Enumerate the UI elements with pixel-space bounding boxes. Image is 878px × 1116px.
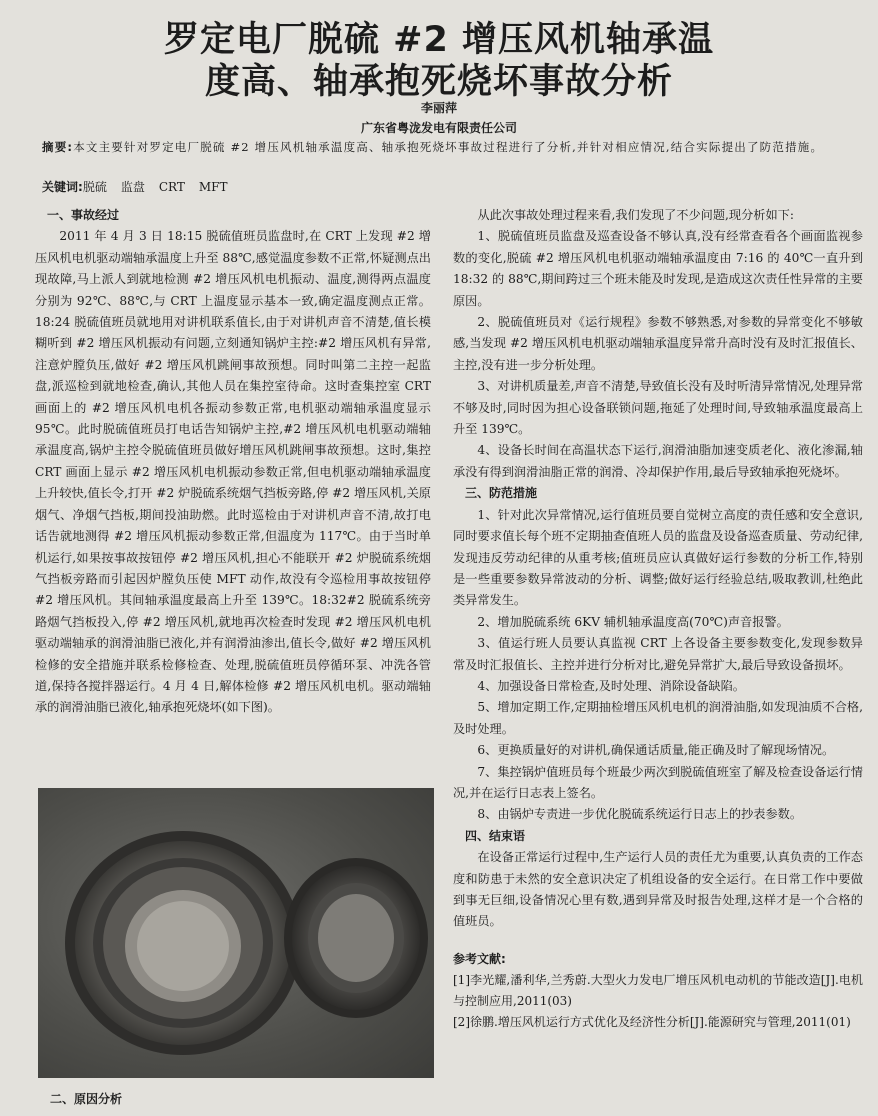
measure-item: 2、增加脱硫系统 6KV 辅机轴承温度高(70℃)声音报警。	[477, 614, 789, 629]
measure-item: 7、集控锅炉值班员每个班最少两次到脱硫值班室了解及检查设备运行情况,并在运行日志表上签名。	[453, 764, 863, 800]
right-column	[453, 205, 863, 1033]
burned-bearing-photo-icon	[38, 788, 434, 1078]
abstract	[42, 139, 842, 156]
paragraph: 2011 年 4 月 3 日 18:15 脱硫值班员监盘时,在 CRT 上发现 #2 增压风机电机驱动端轴承温度上升至 88℃,感觉温度参数不正常,怀疑测点出现故障,马上派人到就地检测 #2 增压风机电机振动、温度,测得两点温度分别为 92℃、88℃,与 CRT 上温度显示基本一致,确定温度测点正常。18:24 脱硫值班员就地用对讲机联系值长,由于对讲机声音不清楚,值长模糊听到 #2 增压风机振动有问题,立刻通知锅炉主控:#2 增压风机有异常,注意炉膛负压,做好 #2 增压风机跳闸事故预想。同时叫第二主控一起监盘,派巡检到就地检查,确认,其他人员在集控室待命。这时查集控室 CRT 画面上的 #2 增压风机电机各振动参数正常,电机驱动端轴承温度显示 95℃。此时脱硫值班员打电话告知锅炉主控,#2 增压风机电机驱动端轴承温度高,锅炉主控令脱硫值班员做好增压风机跳闸事故预想。这时,集控 CRT 画面上显示 #2 增压风机电机振动参数正常,但电机驱动端轴承温度上升较快,值长令,打开 #2 炉脱硫系统烟气挡板旁路,停 #2 增压风机,关原烟气、净烟气挡板,期间投油助燃。此时巡检由于对讲机声音不清,故打电话告就地测得 #2 增压风机振动参数正常,但温度为 117℃。由于当时单机运行,如果按事故按钮停 #2 增压风机,担心不能联开 #2 炉脱硫系统烟气挡板旁路而引起因炉膛负压使 MFT 动作,故没有令巡检用事故按钮停 #2 增压风机。其间轴承温度最高上升至 139℃。18:32#2 脱硫系统旁路烟气挡板投入,停 #2 增压风机,就地再次检查时发现 #2 增压风机电机驱动端轴承的润滑油脂已液化,并有润滑油渗出,值长令,做好 #2 增压风机检修的安全措施并联系检修检查、处理,脱硫值班员停循环泵、冲洗各管道,保持各搅拌器运行。4 月 4 日,解体检修 #2 增压风机电机。驱动端轴承的润滑油脂已液化,轴承抱死烧坏(如下图)。	[35, 229, 431, 715]
cause-item: 2、脱硫值班员对《运行规程》参数不够熟悉,对参数的异常变化不够敏感,当发现 #2 增压风机电机驱动端轴承温度异常升高时没有及时汇报值长、主控,没有进一步分析处理。	[453, 315, 863, 372]
keyword: 脱硫	[82, 180, 107, 194]
measure-item: 1、针对此次异常情况,运行值班员要自觉树立高度的责任感和安全意识,同时要求值长每个班不定期抽查值班人员的监盘及设备巡查质量、劳动纪律,发现违反劳动纪律的从重考核;值班员应认真做好运行参数的分析工作,特别是一些重要参数异常波动的分析、调整;做好运行经验总结,吸取教训,杜绝此类异常发生。	[453, 507, 863, 608]
cause-item: 4、设备长时间在高温状态下运行,润滑油脂加速变质老化、液化渗漏,轴承没有得到润滑油脂正常的润滑、冷却保护作用,最后导致轴承抱死烧坏。	[453, 443, 863, 479]
measure-item: 3、值运行班人员要认真监视 CRT 上各设备主要参数变化,发现参数异常及时汇报值长、主控并进行分析对比,避免异常扩大,最后导致设备损坏。	[453, 636, 863, 672]
section-heading: 二、原因分析	[50, 1092, 123, 1106]
title-line-2: 度高、轴承抱死烧坏事故分析	[204, 62, 673, 102]
cause-item: 3、对讲机质量差,声音不清楚,导致值长没有及时听清异常情况,处理异常不够及时,同时因为担心设备联锁问题,拖延了处理时间,导致轴承温度最高上升至 139℃。	[453, 379, 863, 437]
keyword: 监盘	[120, 180, 145, 194]
measure-item: 8、由锅炉专责进一步优化脱硫系统运行日志上的抄表参数。	[477, 807, 803, 822]
reference-item: [1]李光耀,潘利华,兰秀蔚.大型火力发电厂增压风机电动机的节能改造[J].电机与控制应用,2011(03)	[453, 972, 863, 1008]
title-line-1: 罗定电厂脱硫 #2 增压风机轴承温	[163, 20, 715, 60]
keyword: CRT	[158, 180, 185, 194]
paragraph: 在设备正常运行过程中,生产运行人员的责任尤为重要,认真负责的工作态度和防患于未然的安全意识决定了机组设备的安全运行。在日常工作中要做到事无巨细,设备情况心里有数,遇到异常及时报告处理,这样才是一个合格的值班员。	[453, 850, 863, 929]
cause-item: 1、脱硫值班员监盘及巡查设备不够认真,没有经常查看各个画面监视参数的变化,脱硫 #2 增压风机电机驱动端轴承温度由 7:16 的 40℃一直升到 18:32 的 88℃,期间跨过三个班未能及时发现,是造成这次责任性异常的主要原因。	[453, 229, 863, 308]
section-heading: 四、结束语	[465, 828, 526, 843]
keyword: MFT	[198, 180, 228, 194]
measure-item: 5、增加定期工作,定期抽检增压风机电机的润滑油脂,如发现油质不合格,及时处理。	[453, 700, 863, 736]
keywords-label: 关键词:	[42, 180, 83, 194]
affiliation: 广东省粤泷发电有限责任公司	[360, 121, 517, 135]
section-heading: 一、事故经过	[47, 208, 120, 222]
reference-item: [2]徐鹏.增压风机运行方式优化及经济性分析[J].能源研究与管理,2011(01)	[453, 1014, 851, 1029]
keywords	[42, 178, 842, 196]
references-title: 参考文献:	[453, 951, 506, 966]
abstract-text: 本文主要针对罗定电厂脱硫 #2 增压风机轴承温度高、轴承抱死烧坏事故过程进行了分析,并针对相应情况,结合实际提出了防范措施。	[73, 140, 824, 154]
measure-item: 6、更换质量好的对讲机,确保通话质量,能正确及时了解现场情况。	[477, 743, 835, 758]
section-heading: 三、防范措施	[465, 486, 538, 501]
measure-item: 4、加强设备日常检查,及时处理、消除设备缺陷。	[477, 678, 745, 693]
bearing-photo	[38, 788, 434, 1078]
left-column	[35, 205, 431, 719]
paragraph: 从此次事故处理过程来看,我们发现了不少问题,现分析如下:	[477, 208, 794, 222]
author: 李丽萍	[420, 101, 457, 115]
abstract-label: 摘要:	[42, 140, 74, 154]
